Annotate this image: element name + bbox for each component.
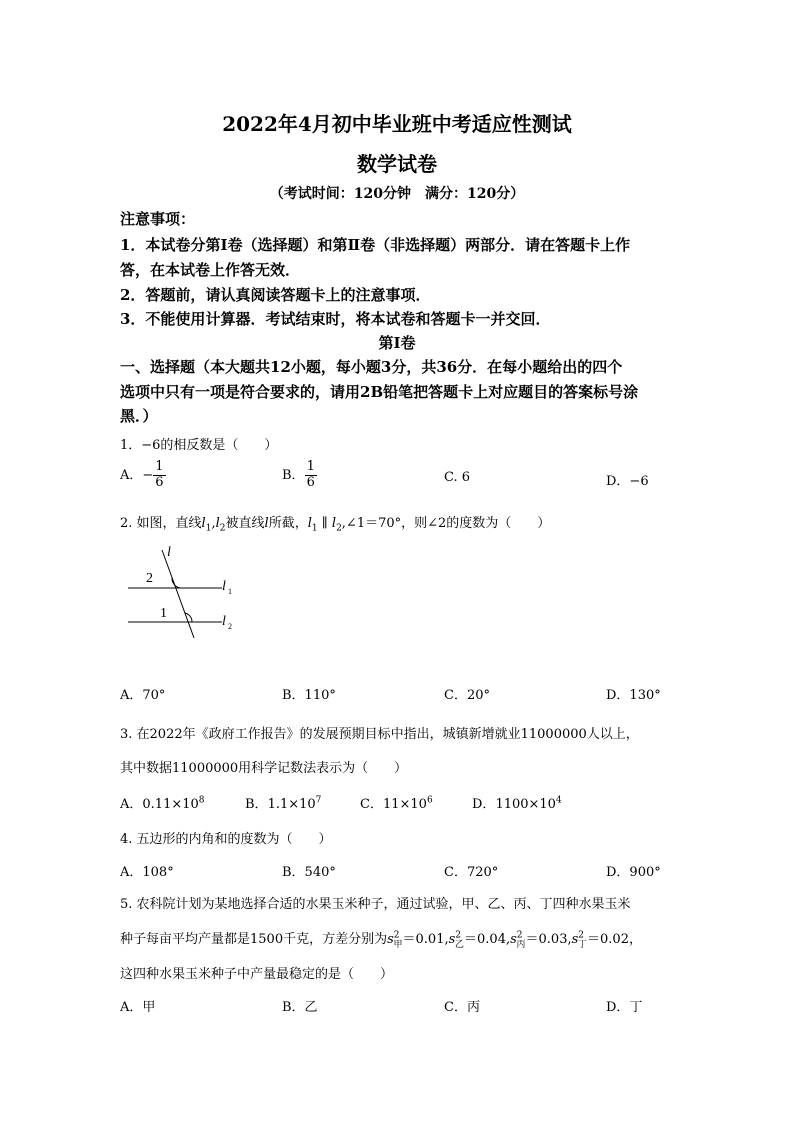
q1-option-a: [120, 460, 166, 491]
text: 2. 如图，直线: [120, 516, 202, 531]
var-l: l: [215, 516, 220, 531]
option-label: D．: [472, 797, 496, 812]
q5-line-3: 这四种水果玉米种子中产量最稳定的是（ ）: [120, 967, 394, 982]
q1-stem: 1．−6的相反数是（ ）: [120, 438, 278, 453]
var-s: s: [510, 932, 517, 947]
q4-option-a: A．108°: [120, 865, 174, 880]
q5-option-b: B．乙: [282, 1000, 318, 1015]
parallel-lines-figure: [120, 540, 250, 640]
q2-option-a: A．70°: [120, 688, 166, 703]
q1-option-c: C. 6: [444, 470, 471, 485]
exponent: 2: [578, 930, 584, 941]
exponent: 6: [426, 795, 433, 806]
text: ,∠1＝70°: [341, 516, 402, 531]
q5-line-2: [120, 928, 642, 950]
q3-option-b: [245, 793, 321, 812]
subscript: 甲: [393, 939, 403, 950]
numerator: 1: [155, 459, 164, 474]
text: 所截，: [268, 516, 308, 531]
minus-sign: −: [142, 467, 154, 483]
q5-option-d: D．丁: [606, 1000, 643, 1015]
exam-subtitle: 数学试卷: [357, 152, 437, 176]
text: ，则∠2的度数为（ ）: [401, 516, 551, 531]
fraction: [305, 460, 317, 491]
section-instructions-2: 选项中只有一项是符合要求的，请用2B铅笔把答题卡上对应题目的答案标号涂: [120, 383, 639, 401]
base: 1100×10: [495, 797, 556, 812]
q1-option-d: D．−6: [606, 474, 649, 489]
subscript: 2: [219, 523, 226, 534]
exponent: 2: [516, 930, 523, 941]
var-s: s: [571, 932, 579, 947]
q2-option-c: C．20°: [444, 688, 490, 703]
numerator: 1: [306, 459, 315, 474]
notes-heading: 注意事项：: [120, 210, 196, 228]
label-angle-1: 1: [160, 606, 167, 621]
subscript: 乙: [455, 939, 465, 950]
q2-option-d: D．130°: [606, 688, 661, 703]
text: 种子每亩平均产量都是1500千克，方差分别为: [120, 932, 388, 947]
q5-line-1: 5. 农科院计划为某地选择合适的水果玉米种子，通过试验，甲、乙、丙、丁四种水果玉米: [120, 897, 631, 912]
denominator: 6: [306, 474, 315, 490]
q4-option-c: C．720°: [444, 865, 499, 880]
q2-option-b: B．110°: [282, 688, 336, 703]
subscript: 2: [336, 523, 342, 534]
var-l: l: [331, 516, 337, 531]
exam-info: （考试时间：120分钟 满分：120分）: [269, 186, 525, 202]
label-l1-sub: 1: [228, 587, 232, 596]
var-l: l: [201, 516, 206, 531]
section-instructions-3: 黑．）: [120, 407, 158, 425]
exponent: 2: [455, 930, 461, 941]
text: 被直线: [225, 516, 265, 531]
q4-stem: 4. 五边形的内角和的度数为（ ）: [120, 832, 332, 847]
part1-heading: 第Ⅰ卷: [378, 334, 416, 352]
variance-value: ＝0.01,: [402, 932, 449, 947]
q2-stem: [120, 512, 550, 534]
parallel-symbol: ∥: [317, 516, 332, 531]
label-l: l: [167, 545, 171, 560]
variance-value: ＝0.02，: [587, 932, 642, 947]
note-1b: 答，在本试卷上作答无效．: [120, 261, 301, 279]
exponent: 7: [315, 795, 322, 806]
option-label: B．: [282, 467, 305, 483]
option-label: C．: [360, 797, 383, 812]
subscript: 丙: [516, 939, 526, 950]
subscript: 1: [205, 523, 212, 534]
variance-value: ＝0.04,: [464, 932, 511, 947]
text: ,: [211, 516, 216, 531]
q5-option-c: C．丙: [444, 1000, 480, 1015]
var-s: s: [387, 932, 394, 947]
q3-line-1: 3. 在2022年《政府工作报告》的发展预期目标中指出，城镇新增就业11000000人以上，: [120, 727, 639, 742]
var-s: s: [448, 932, 456, 947]
base: 11×10: [382, 797, 427, 812]
exam-title: 2022年4月初中毕业班中考适应性测试: [222, 112, 572, 136]
fraction: [153, 460, 165, 491]
variance-value: ＝0.03,: [525, 932, 572, 947]
label-l1: l: [222, 579, 226, 594]
exponent: 2: [393, 930, 400, 941]
subscript: 丁: [578, 939, 588, 950]
transversal-l: [162, 550, 194, 638]
exponent: 4: [555, 795, 562, 806]
subscript: 1: [311, 523, 318, 534]
label-l2-sub: 2: [228, 622, 232, 631]
q4-option-d: D．900°: [606, 865, 661, 880]
base: 0.11×10: [142, 797, 199, 812]
label-l2: l: [222, 614, 226, 629]
q1-option-b: [282, 460, 317, 491]
q3-line-2: 其中数据11000000用科学记数法表示为（ ）: [120, 761, 408, 776]
q5-option-a: A．甲: [120, 1000, 156, 1015]
note-1a: 1．本试卷分第Ⅰ卷（选择题）和第Ⅱ卷（非选择题）两部分．请在答题卡上作: [120, 236, 631, 254]
note-2: 2．答题前，请认真阅读答题卡上的注意事项．: [120, 286, 431, 304]
base: 1.1×10: [267, 797, 316, 812]
exponent: 8: [198, 795, 205, 806]
option-label: A．: [120, 797, 143, 812]
q3-option-a: [120, 793, 205, 812]
option-label: A．: [120, 467, 143, 483]
label-angle-2: 2: [146, 571, 153, 586]
option-label: B．: [245, 797, 268, 812]
q4-option-b: B．540°: [282, 865, 336, 880]
var-l: l: [307, 516, 312, 531]
section-instructions-1: 一、选择题（本大题共12小题，每小题3分，共36分．在每小题给出的四个: [120, 358, 623, 376]
q3-option-c: [360, 793, 433, 812]
q3-option-d: [472, 793, 562, 812]
var-l: l: [264, 516, 269, 531]
note-3: 3．不能使用计算器．考试结束时，将本试卷和答题卡一并交回．: [120, 310, 551, 328]
denominator: 6: [155, 474, 164, 490]
